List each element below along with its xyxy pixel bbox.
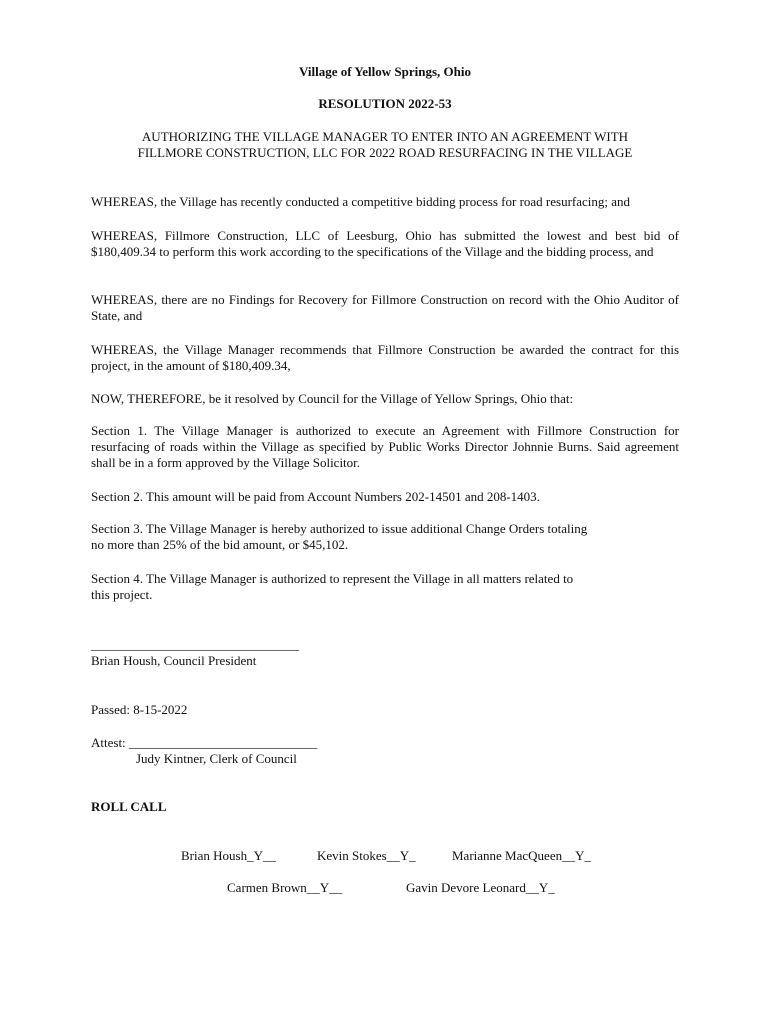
resolution-number: RESOLUTION 2022-53 [318,96,452,111]
section-3-line-1: Section 3. The Village Manager is hereby authorized to issue additional Change Orders totaling [91,521,588,536]
roll-call-vote-stokes: Kevin Stokes__Y_ [317,848,416,863]
section-2: Section 2. This amount will be paid from Account Numbers 202-14501 and 208-1403. [91,489,540,504]
whereas-paragraph-2: WHEREAS, Fillmore Construction, LLC of Leesburg, Ohio has submitted the lowest and best bid of $180,409.34 to perform this work according to the specifications of the Village and the bidding process, and [91,228,679,259]
roll-call-vote-brown: Carmen Brown__Y__ [227,880,343,895]
section-4-line-1: Section 4. The Village Manager is authorized to represent the Village in all matters related to [91,571,574,586]
whereas-paragraph-3: WHEREAS, there are no Findings for Recovery for Fillmore Construction on record with the Ohio Auditor of State, and [91,292,679,323]
whereas-paragraph-1: WHEREAS, the Village has recently conducted a competitive bidding process for road resurfacing; and [91,194,631,209]
section-3-line-2: no more than 25% of the bid amount, or $45,102. [91,537,349,552]
president-name: Brian Housh, Council President [91,653,257,668]
section-4 [91,571,679,603]
resolution-subject [0,129,770,161]
attest-line: Attest: _____________________________ [91,735,318,750]
passed-date: Passed: 8-15-2022 [91,702,188,717]
subject-line-1: AUTHORIZING THE VILLAGE MANAGER TO ENTER INTO AN AGREEMENT WITH [141,129,629,144]
subject-line-2: FILLMORE CONSTRUCTION, LLC FOR 2022 ROAD RESURFACING IN THE VILLAGE [137,145,633,160]
whereas-paragraph-4: WHEREAS, the Village Manager recommends that Fillmore Construction be awarded the contract for this project, in the amount of $180,409.34, [91,342,679,373]
section-3 [91,521,679,553]
now-therefore-clause: NOW, THEREFORE, be it resolved by Council for the Village of Yellow Springs, Ohio that: [91,391,574,406]
clerk-name: Judy Kintner, Clerk of Council [136,751,297,766]
president-signature-line: ________________________________ [91,637,299,652]
village-heading: Village of Yellow Springs, Ohio [298,64,472,79]
roll-call-vote-macqueen: Marianne MacQueen__Y_ [452,848,591,863]
roll-call-vote-leonard: Gavin Devore Leonard__Y_ [406,880,555,895]
roll-call-heading: ROLL CALL [91,799,167,814]
section-4-line-2: this project. [91,587,153,602]
section-1: Section 1. The Village Manager is authorized to execute an Agreement with Fillmore Construction for resurfacing of roads within the Village as specified by Public Works Director Johnnie Burns. Said agreement shall be in a form approved by the Village Solicitor. [91,423,679,470]
roll-call-vote-housh: Brian Housh_Y__ [181,848,276,863]
